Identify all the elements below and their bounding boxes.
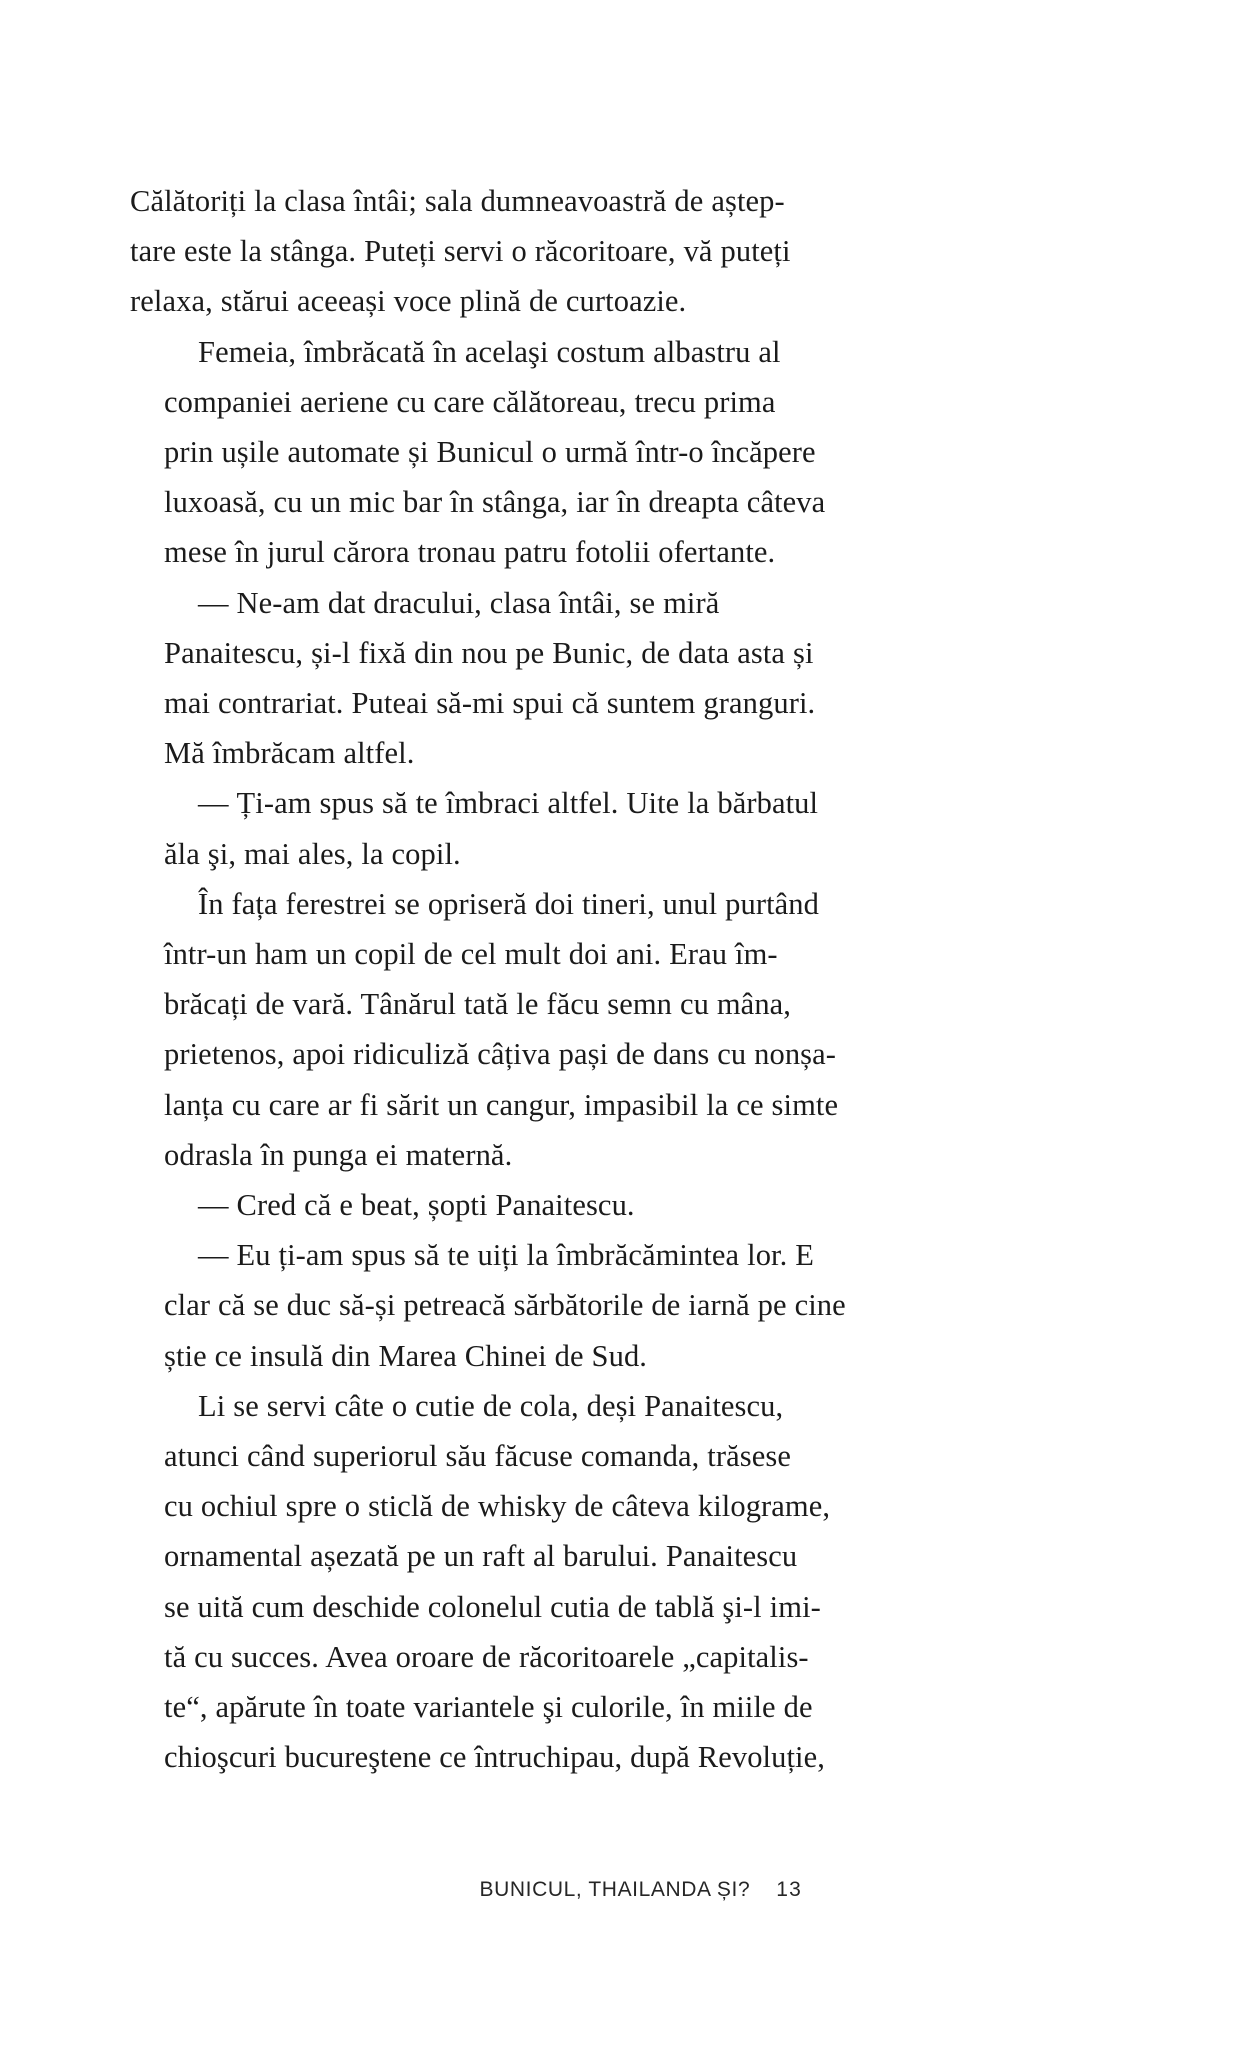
text-line: Călătoriți la clasa întâi; sala dumneavoastră de aștep- [130,184,785,218]
text-line: odrasla în punga ei maternă. [164,1137,513,1172]
text-line: — Ți-am spus să te îmbraci altfel. Uite la bărbatul [198,786,819,821]
paragraph [130,327,826,578]
page-footer [130,1878,802,1902]
text-line: Mă îmbrăcam altfel. [164,736,415,771]
paragraph [130,1230,846,1381]
paragraph [130,778,819,878]
text-line: mai contrariat. Puteai să-mi spui că suntem granguri. [164,686,816,721]
text-line: luxoasă, cu un mic bar în stânga, iar în dreapta câteva [164,485,826,520]
text-line: În fața ferestrei se opriseră doi tineri, unul purtând [198,886,820,921]
text-line: Femeia, îmbrăcată în acelaşi costum albastru al [198,334,781,369]
text-line: tare este la stânga. Puteți servi o răcoritoare, vă puteți [130,234,791,269]
paragraph [130,1180,802,1230]
text-line: relaxa, stărui aceeași voce plină de curtoazie. [130,284,687,319]
text-line: lanța cu care ar fi sărit un cangur, impasibil la ce simte [164,1087,839,1122]
text-line: — Ne-am dat dracului, clasa întâi, se miră [198,585,720,620]
text-line: prin ușile automate și Bunicul o urmă într-o încăpere [164,435,816,470]
text-line: într-un ham un copil de cel mult doi ani. Erau îm- [164,937,778,972]
paragraph [130,578,816,779]
text-line: ăla şi, mai ales, la copil. [164,836,461,871]
text-line: Panaitescu, și-l fixă din nou pe Bunic, de data asta și [164,635,814,670]
text-line: Li se servi câte o cutie de cola, deși Panaitescu, [198,1388,784,1423]
text-line: companiei aeriene cu care călătoreau, trecu prima [164,384,776,419]
text-line: cu ochiul spre o sticlă de whisky de câteva kilograme, [164,1489,831,1524]
text-line: prietenos, apoi ridiculiză câțiva pași de dans cu nonșa- [164,1037,837,1072]
running-head: BUNICUL, THAILANDA ȘI? [479,1878,751,1901]
text-line: te“, apărute în toate variantele şi culorile, în miile de [164,1690,813,1725]
text-line: — Eu ți-am spus să te uiți la îmbrăcămintea lor. E [198,1238,815,1273]
body-text-column [130,176,846,1783]
text-line: atunci când superiorul său făcuse comanda, trăsese [164,1439,791,1474]
page-number: 13 [776,1878,802,1901]
paragraph [130,176,802,327]
text-line: mese în jurul cărora tronau patru fotolii ofertante. [164,535,776,570]
text-line: — Cred că e beat, șopti Panaitescu. [198,1188,635,1223]
text-line: chioşcuri bucureştene ce întruchipau, după Revoluție, [164,1740,825,1775]
paragraph [130,1381,831,1783]
paragraph [130,879,839,1180]
text-line: tă cu succes. Avea oroare de răcoritoarele „capitalis- [164,1639,809,1674]
text-line: se uită cum deschide colonelul cutia de tablă şi-l imi- [164,1589,821,1624]
text-line: știe ce insulă din Marea Chinei de Sud. [164,1338,648,1373]
text-line: ornamental așezată pe un raft al barului. Panaitescu [164,1539,798,1574]
text-line: brăcați de vară. Tânărul tată le făcu semn cu mâna, [164,987,792,1022]
text-line: clar că se duc să-și petreacă sărbătorile de iarnă pe cine [164,1288,846,1323]
